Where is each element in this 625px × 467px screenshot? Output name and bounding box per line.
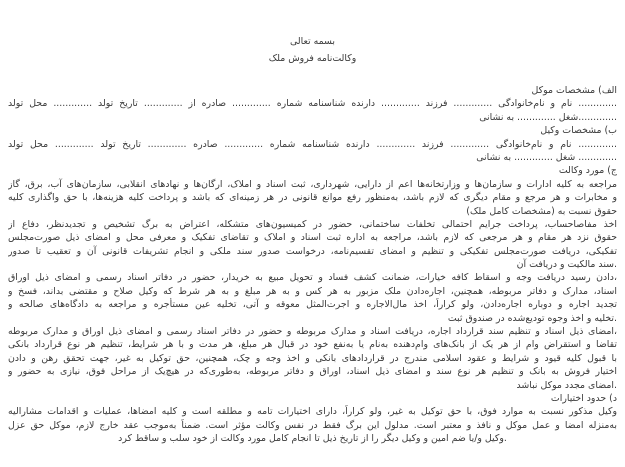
- document-header: [8, 33, 617, 67]
- subject-line: اخذ مفاصاحساب، پرداخت جرایم احتمالی تخلفات ساختمانی، حضور در کمیسیون‌های متشکله، اعتراض به برگ تشخیص و تجدیدنظر، دفاع از: [8, 218, 617, 230]
- subject-line: اسناد، مدارک و دفاتر مربوطه، همچنین، اجاره‌دادن ملک مزبور به هر کس و به هر مبلغ و به هر شرط که وکیل صلاح و مقتضی بداند، فسخ و: [8, 285, 617, 297]
- subject-line: ،امضای ذیل اسناد و تنظیم سند قرارداد اجاره، دریافت اسناد و مدارک مربوطه و حضور در دفاتر اسناد رسمی و امضای ذیل اوراق و مدارک مربوطه: [8, 326, 617, 338]
- subject-line: تفکیکی، دریافت صورت‌مجلس تفکیکی و تنظیم و امضای تقسیم‌نامه، درخواست صدور سند ملکی و انجام تشریفات قانونی آن و تعقیب تا صدور: [8, 245, 617, 257]
- subject-line: .تخلیه و اخذ وجوه تودیع‌شده در صندوق ثبت: [447, 312, 617, 324]
- subject-line: حقوق نزد هر مقام و هر مرجعی که لازم باشد، مراجعه به اداره ثبت اسناد و املاک و تقاضای تفکیک و معرفی محل و امضای ذیل صورت‌مجلس: [8, 232, 617, 244]
- scope-line: .وکیل و/یا ضم امین و وکیل دیگر را از تاریخ ذیل تا انجام کامل مورد وکالت از خود سلب و ساقط کرد: [118, 433, 507, 445]
- section-scope: [8, 392, 617, 446]
- attorney-line: ............. نام و نام‌خانوادگی ............. فرزند ............. دارنده شناسنامه شماره ............. صادره ............. تاریخ تولد ............. محل تولد: [8, 138, 617, 150]
- bismillah-text: بسمه تعالی: [289, 36, 336, 47]
- subject-line: اختیار فروش به بانک و تنظیم هر نوع سند و امضای ذیل اسناد، اوراق و دفاتر مربوطه، به‌طوری‌که در هیچ‌یک از مراحل فوق، نیازی به حضور و: [8, 366, 617, 378]
- subject-line: مراجعه به کلیه ادارات و سازمان‌ها و وزارتخانه‌ها اعم از دارایی، شهرداری، ثبت اسناد و املاک، ارگان‌ها و نهادهای انقلابی، سازمان‌های آب، برق، گاز: [8, 178, 617, 190]
- subject-line: تجدید اجاره و دوباره اجاره‌دادن، ولو کراراً، اخذ مال‌الاجاره و اجرت‌المثل معوقه و آتی، تخلیه عین مستأجره و مراجعه به دادگاه‌های صالحه و: [8, 299, 617, 311]
- attorney-line: ............. شغل ............. به نشانی: [476, 151, 617, 163]
- subject-line: تقاضا و استقراض وام از هر یک از بانک‌های وام‌دهنده به‌نام یا به‌نفع خود در قبال هر مبلغ، هر مدت و با هر شرایط، تنظیم هر نوع قرارداد بانکی: [8, 339, 617, 351]
- section-principal: [8, 84, 617, 124]
- section-heading-subject: ج) مورد وکالت: [558, 165, 617, 177]
- subject-line: ،دادن رسید دریافت وجه و اسقاط کافه خیارات، ضمانت کشف فساد و تحویل مبیع به خریدار، حضور در دفاتر اسناد رسمی و امضای ذیل اوراق: [8, 272, 617, 284]
- principal-line: .............شغل ............. به نشانی: [479, 111, 617, 123]
- document-title: وکالت‌نامه فروش ملک: [268, 53, 357, 64]
- section-attorney: [8, 124, 617, 164]
- subject-line: .امضای مجدد موکل نباشد: [516, 379, 617, 391]
- subject-line: با قبول کلیه قیود و شرایط و عقود اسلامی مندرج در قراردادهای بانکی و اخذ وجه و چک، همچنین، حق توکیل به غیر، جهت تحقق رهن و دادن: [8, 352, 617, 364]
- section-heading-principal: الف) مشخصات موکل: [531, 85, 617, 96]
- section-subject: [8, 164, 617, 392]
- subject-line: .سند مالکیت و دریافت آن: [516, 259, 617, 271]
- section-heading-attorney: ب) مشخصات وکیل: [540, 125, 617, 137]
- section-heading-scope: د) حدود اختیارات: [550, 392, 617, 404]
- scope-line: به‌منزله امضا و عمل موکل و نافذ و معتبر است. مدلول این برگ فقط در نفس وکالت مؤثر است. ضمناً به‌موجب عقد خارج لازم، موکل حق عزل: [8, 419, 617, 431]
- scope-line: وکیل مذکور نسبت به موارد فوق، با حق توکیل به غیر، ولو کراراً، دارای اختیارات تامه و مطلقه است و کلیه امضاها، عملیات و اقدامات مشارالیه: [8, 406, 617, 418]
- subject-line: و مخابرات و هر مرجع و مقام دیگری که لازم باشد، به‌منظور رفع موانع قانونی در هر زمینه‌ای که باشد و پرداخت کلیه هزینه‌ها، با حق واگذاری کلیه: [8, 192, 617, 204]
- principal-line: ............. نام و نام‌خانوادگی ............. فرزند ............. دارنده شناسنامه شماره ............. صادره از ............. تاریخ تولد ............. محل تولد: [8, 98, 617, 110]
- subject-line: حقوق نسبت به (مشخصات کامل ملک): [466, 205, 617, 217]
